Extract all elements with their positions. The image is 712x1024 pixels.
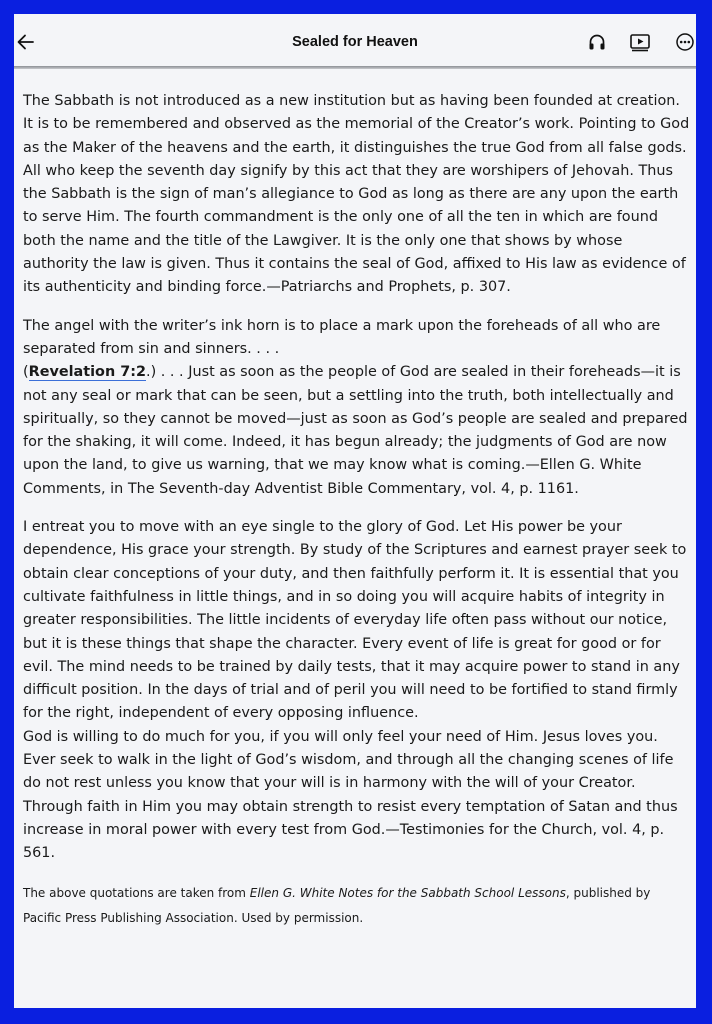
paragraph-3-part-1: I entreat you to move with an eye single to the glory of God. Let His power be your dependence, His grace your strength. By study of the Scriptures and earnest prayer seek to obtain clear conceptions of your duty, and then faithfully perform it. It is essential that you cultivate faithfulness in little things, and in so doing you will acquire habits of integrity in greater responsibilities. The little incidents of everyday life often pass without our notice, but it is these things that shape the character. Every event of life is great for good or for evil. The mind needs to be trained by daily tests, that it may acquire power to stand in any difficult position. In the days of trial and of peril you will need to be fortified to stand firmly for the right, independent of every opposing influence. [23, 519, 687, 722]
play-video-icon [629, 32, 651, 52]
paragraph-3 [23, 516, 691, 865]
more-button[interactable] [673, 30, 696, 54]
attribution-footnote [23, 881, 691, 931]
footnote-book-title: Ellen G. White Notes for the Sabbath School Lessons [249, 885, 566, 900]
listen-button[interactable] [585, 30, 609, 54]
page-title: Sealed for Heaven [292, 34, 418, 50]
scripture-link-revelation[interactable]: Revelation 7:2 [28, 364, 146, 381]
top-bar [14, 14, 696, 68]
header-divider [14, 66, 696, 69]
more-options-icon [675, 32, 695, 52]
paren-open: ( [23, 364, 29, 381]
paragraph-3-part-2: God is willing to do much for you, if you will only feel your need of Him. Jesus loves you. Ever seek to walk in the light of God’s wisdom, and through all the changing scenes of life do not rest unless you know that your will is in harmony with the will of your Creator. Through faith in Him you may obtain strength to resist every temptation of Satan and thus increase in moral power with every test from God.—Testimonies for the Church, vol. 4, p. 561. [23, 728, 678, 862]
headphones-icon [587, 32, 607, 52]
paragraph-1: The Sabbath is not introduced as a new institution but as having been founded at creation. It is to be remembered and observed as the memorial of the Creator’s work. Pointing to God as the Maker of the heavens and the earth, it distinguishes the true God from all false gods. All who keep the seventh day signify by this act that they are worshipers of Jehovah. Thus the Sabbath is the sign of man’s allegiance to God as long as there are any upon the earth to serve Him. The fourth commandment is the only one of all the ten in which are found both the name and the title of the Lawgiver. It is the only one that shows by whose authority the law is given. Thus it contains the seal of God, affixed to His law as evidence of its authenticity and binding force.—Patriarchs and Prophets, p. 307. [23, 93, 690, 296]
back-button[interactable] [14, 28, 38, 56]
video-button[interactable] [628, 30, 652, 54]
lesson-content [23, 90, 691, 931]
paragraph-2-intro: The angel with the writer’s ink horn is to place a mark upon the foreheads of all who are separated from sin and sinners. . . . [23, 317, 661, 357]
footnote-post: , published by Pacific Press Publishing Association. Used by permission. [23, 885, 651, 925]
app-window [14, 14, 696, 1008]
paragraph-2 [23, 315, 691, 501]
footnote-pre: The above quotations are taken from [23, 885, 250, 900]
arrow-left-icon [16, 32, 36, 52]
paragraph-2-body: .) . . . Just as soon as the people of God are sealed in their foreheads—it is not any seal or mark that can be seen, but a settling into the truth, both intellectually and spiritually, so they cannot be moved—just as soon as God’s people are sealed and prepared for the shaking, it will come. Indeed, it has begun already; the judgments of God are now upon the land, to give us warning, that we may know what is coming.—Ellen G. White Comments, in The Seventh-day Adventist Bible Commentary, vol. 4, p. 1161. [23, 364, 688, 497]
